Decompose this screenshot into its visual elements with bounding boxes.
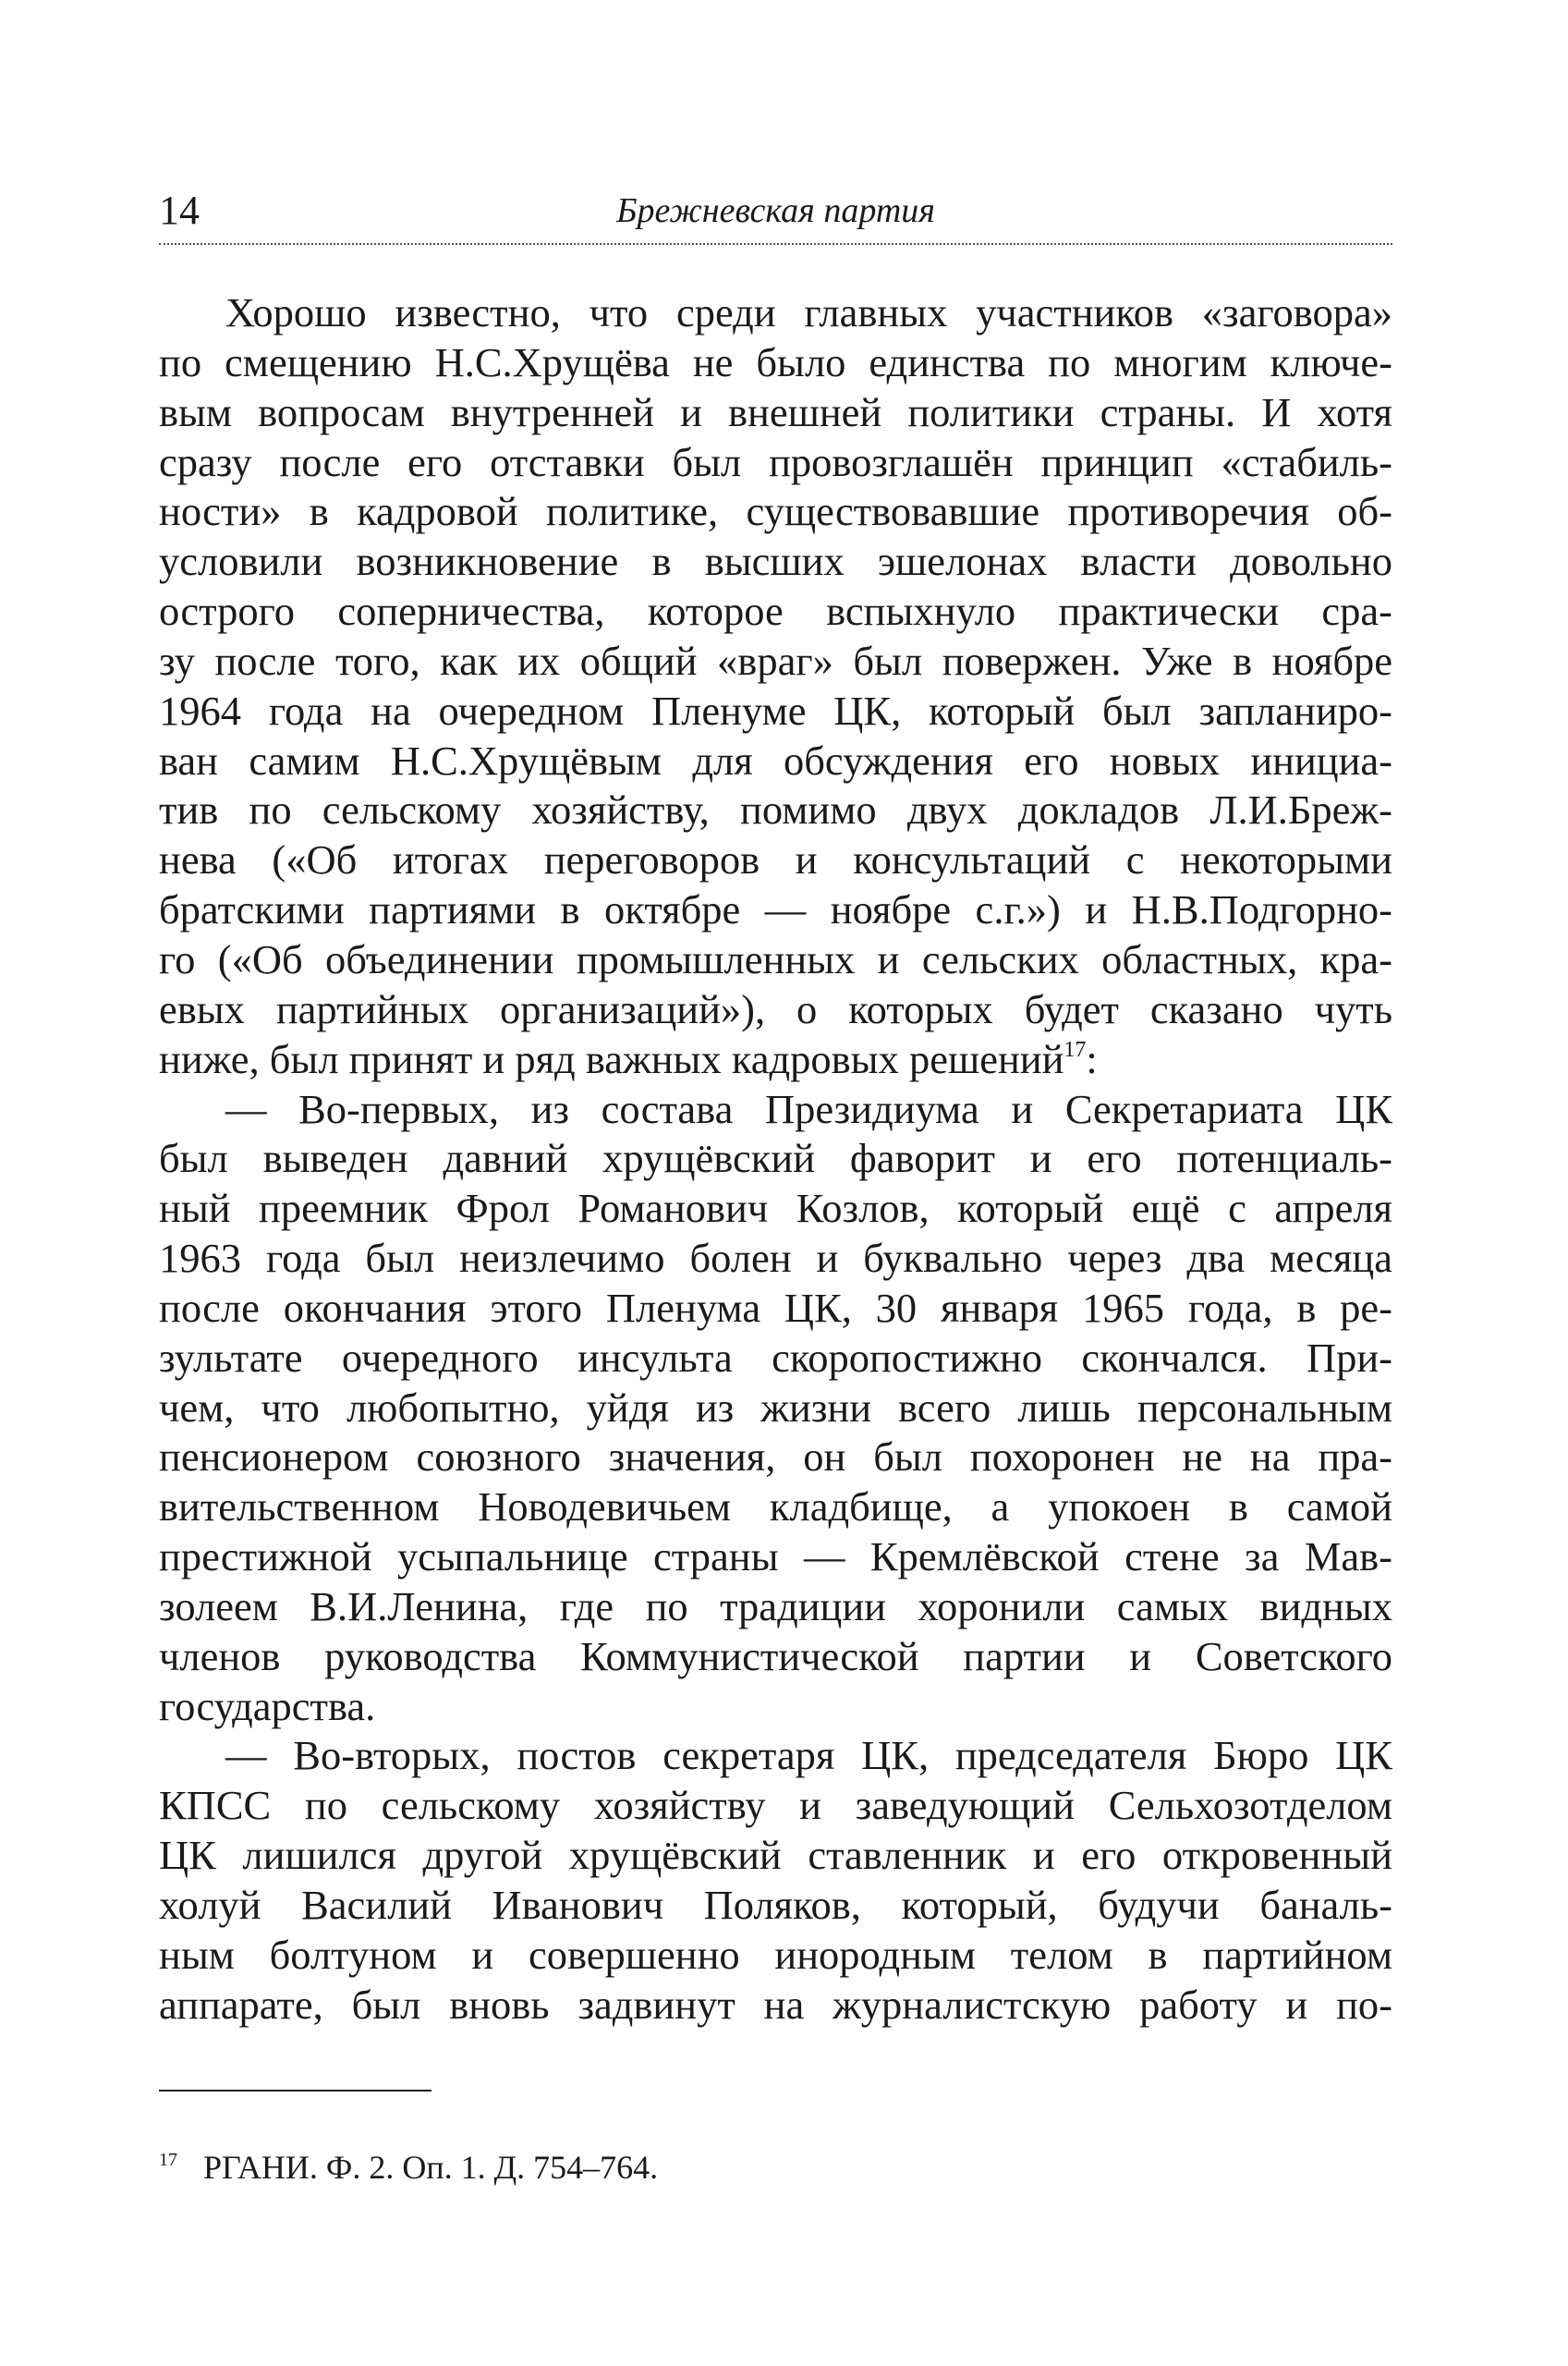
- text-line: 1964 года на очередном Пленуме ЦК, который был запланиро-: [159, 687, 1392, 734]
- header-divider: [159, 243, 1392, 245]
- text-line: холуй Василий Иванович Поляков, который, будучи баналь-: [159, 1882, 1392, 1928]
- text-line: престижной усыпальнице страны — Кремлёвской стене за Мав-: [159, 1533, 1392, 1580]
- text-line: членов руководства Коммунистической партии и Советского: [159, 1632, 1392, 1679]
- text-line: нева («Об итогах переговоров и консультаций с некоторыми: [159, 836, 1392, 884]
- text-line: золеем В.И.Ленина, где по традиции хоронили самых видных: [159, 1582, 1392, 1629]
- text-line: Хорошо известно, что среди главных участников «заговора»: [225, 289, 1392, 335]
- text-line: острого соперничества, которое вспыхнуло практически сра-: [159, 588, 1392, 635]
- text-line: зультате очередного инсульта скоропостижно скончался. При-: [159, 1334, 1392, 1381]
- running-title: Брежневская партия: [616, 191, 935, 230]
- text-line: сразу после его отставки был провозглашён принцип «стабиль-: [159, 438, 1392, 485]
- text-line: вительственном Новодевичьем кладбище, а упокоен в самой: [159, 1483, 1392, 1531]
- footnote-text: РГАНИ. Ф. 2. Оп. 1. Д. 754–764.: [203, 2149, 659, 2186]
- text-line: 1963 года был неизлечимо болен и буквально через два месяца: [159, 1235, 1392, 1282]
- text-line: зу после того, как их общий «враг» был повержен. Уже в ноябре: [159, 637, 1392, 684]
- footnote-reference[interactable]: 17: [1064, 1037, 1087, 1062]
- text-line: ный преемник Фрол Романович Козлов, который ещё с апреля: [159, 1185, 1392, 1232]
- page-number: 14: [159, 188, 200, 233]
- footnote-number: 17: [159, 2150, 177, 2170]
- text-line: го («Об объединении промышленных и сельских областных, кра-: [159, 935, 1392, 982]
- text-line: аппарате, был вновь задвинут на журналистскую работу и по-: [159, 1981, 1392, 2028]
- text-line: тив по сельскому хозяйству, помимо двух докладов Л.И.Бреж-: [159, 787, 1392, 834]
- text-line: государства.: [159, 1682, 376, 1729]
- footnote: [159, 2146, 1392, 2189]
- text-line: вым вопросам внутренней и внешней политики страны. И хотя: [159, 388, 1392, 435]
- text-line: по смещению Н.С.Хрущёва не было единства по многим ключе-: [159, 338, 1392, 385]
- footnote-divider: [159, 2090, 432, 2092]
- text-line: чем, что любопытно, уйдя из жизни всего лишь персональным: [159, 1384, 1392, 1431]
- text-line: условили возникновение в высших эшелонах власти довольно: [159, 538, 1392, 585]
- text-line-tail: :: [1086, 1035, 1098, 1082]
- main-text: [159, 288, 1392, 2031]
- text-line: братскими партиями в октябре — ноябре с.г.») и Н.В.Подгорно-: [159, 886, 1392, 933]
- text-line: после окончания этого Пленума ЦК, 30 января 1965 года, в ре-: [159, 1284, 1392, 1331]
- text-line: ным болтуном и совершенно инородным телом в партийном: [159, 1931, 1392, 1978]
- text-line: ЦК лишился другой хрущёвский ставленник и его откровенный: [159, 1832, 1392, 1879]
- text-line: [159, 1035, 1392, 1085]
- text-line: пенсионером союзного значения, он был похоронен не на пра-: [159, 1433, 1392, 1481]
- text-line: — Во-вторых, постов секретаря ЦК, председателя Бюро ЦК: [225, 1732, 1392, 1779]
- text-line: ван самим Н.С.Хрущёвым для обсуждения его новых инициа-: [159, 737, 1392, 784]
- text-line: ности» в кадровой политике, существовавшие противоречия об-: [159, 488, 1392, 535]
- text-line: евых партийных организаций»), о которых будет сказано чуть: [159, 985, 1392, 1032]
- text-line: — Во-первых, из состава Президиума и Секретариата ЦК: [225, 1085, 1392, 1132]
- running-head: [159, 181, 1392, 240]
- text-line: КПСС по сельскому хозяйству и заведующий Сельхозотделом: [159, 1782, 1392, 1829]
- text-line: был выведен давний хрущёвский фаворит и его потенциаль-: [159, 1135, 1392, 1182]
- text-line-content: ниже, был принят и ряд важных кадровых решений: [159, 1035, 1064, 1082]
